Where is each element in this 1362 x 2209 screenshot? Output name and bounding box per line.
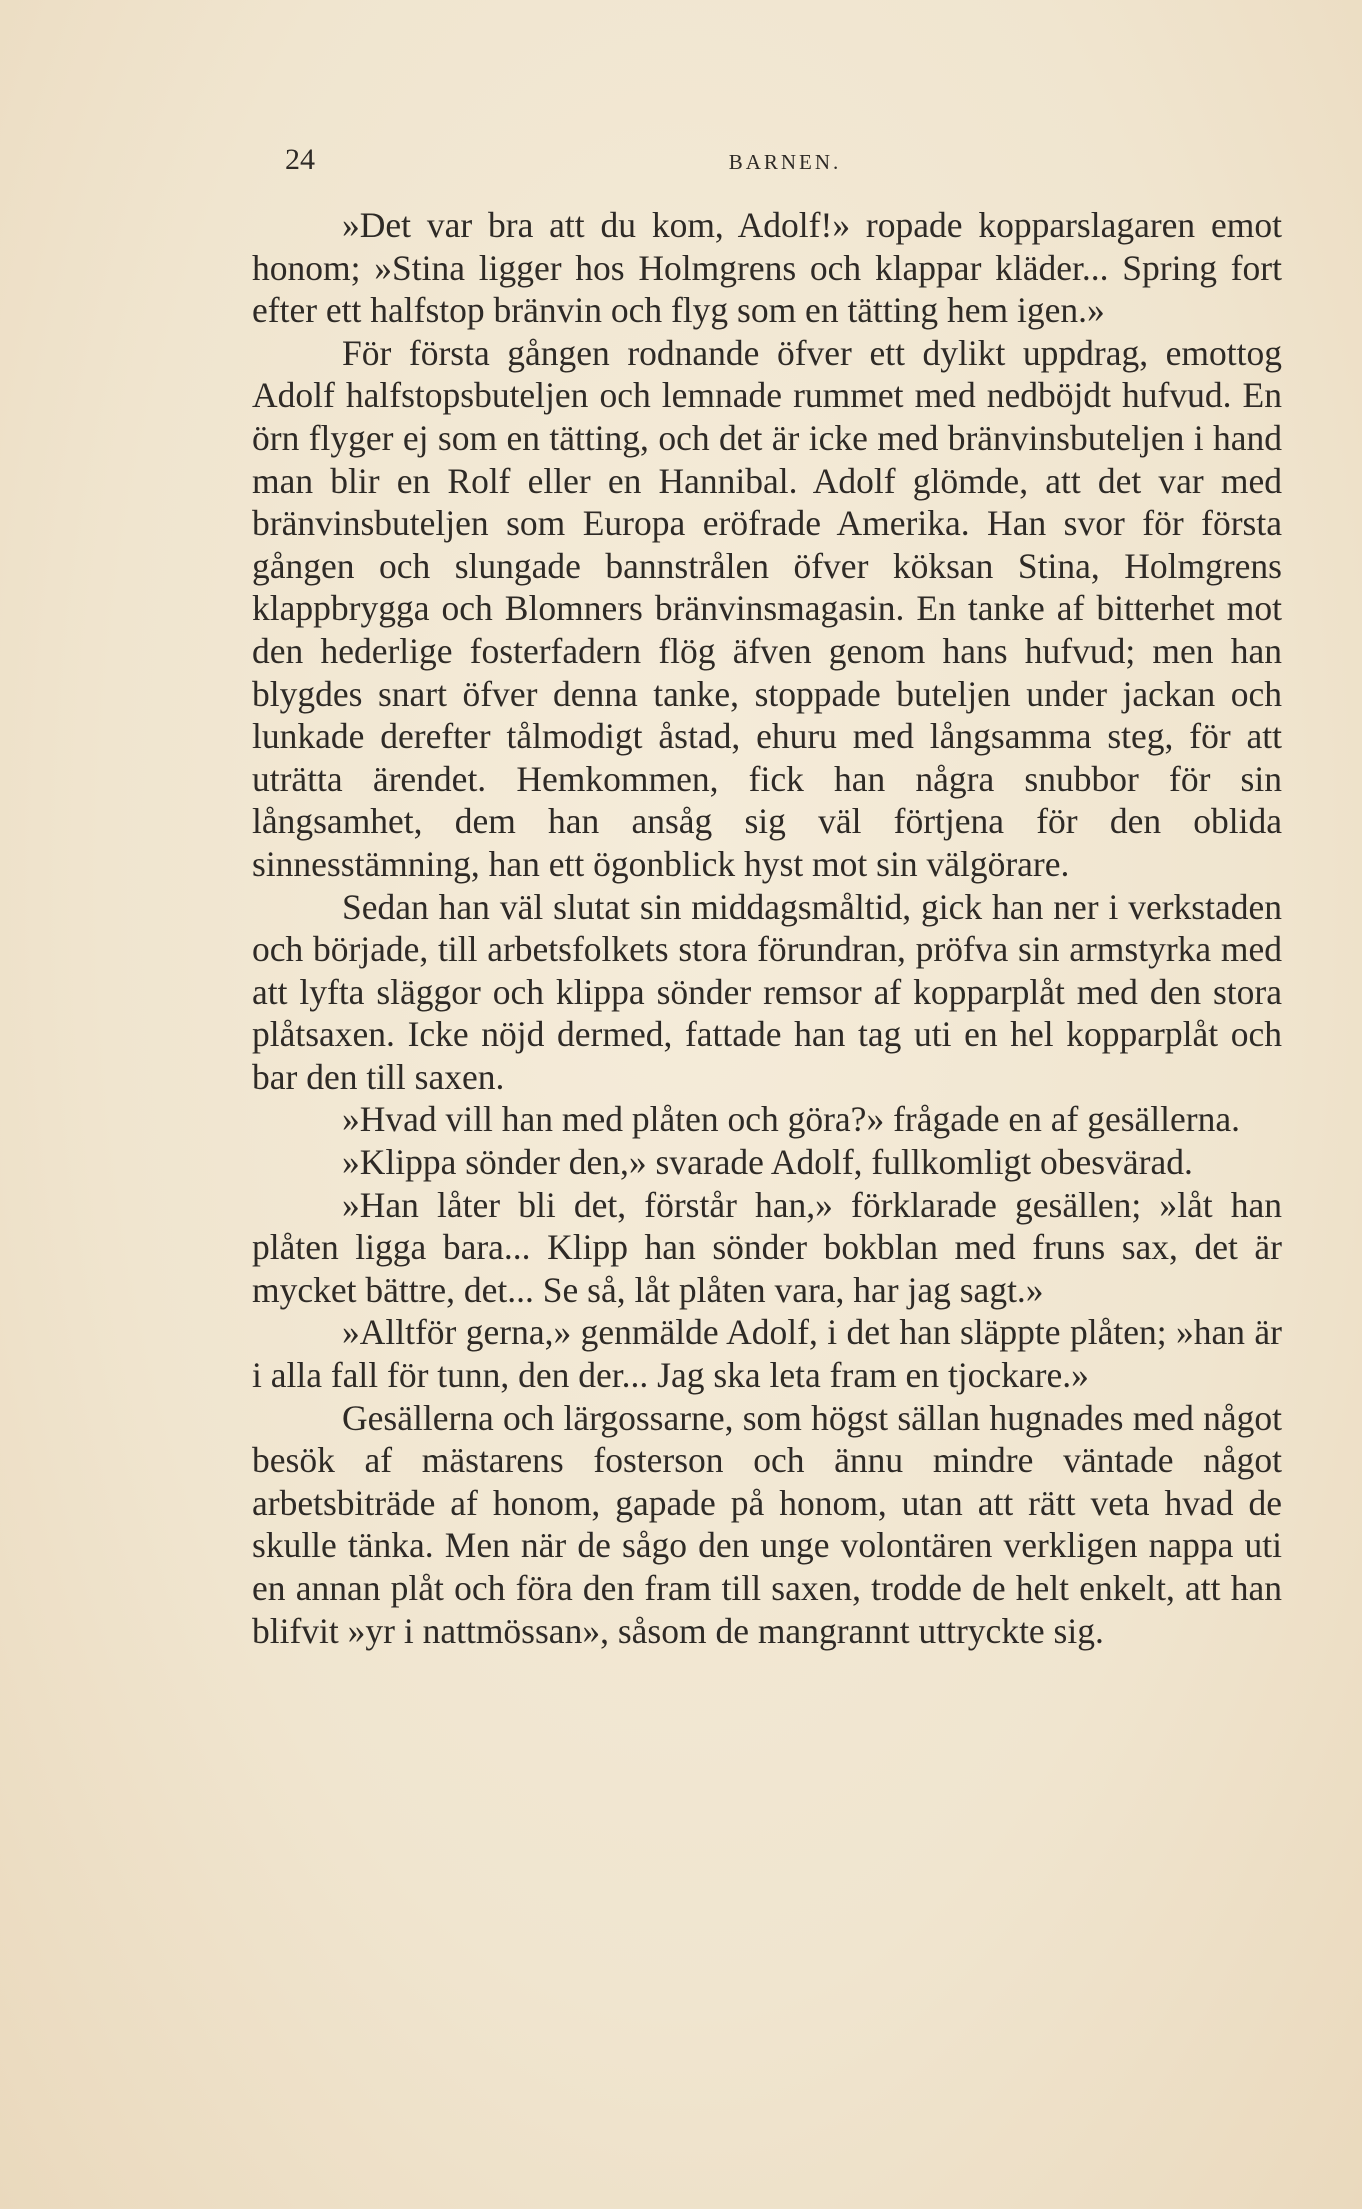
paragraph: Sedan han väl slutat sin middagsmåltid, gick han ner i verkstaden och började, till arbetsfolkets stora förundran, pröfva sin armstyrka med att lyfta släggor och klippa sönder remsor af kopparplåt med den stora plåtsaxen. Icke nöjd dermed, fattade han tag uti en hel kopparplåt och bar den till saxen. [252, 886, 1282, 1097]
paragraph: Gesällerna och lärgossarne, som högst sällan hugnades med något besök af mästarens fosterson och ännu mindre väntade något arbetsbiträde af honom, gapade på honom, utan att rätt veta hvad de skulle tänka. Men när de sågo den unge volontären verkligen nappa uti en annan plåt och föra den fram till saxen, trodde de helt enkelt, att han blifvit »yr i nattmössan», såsom de mangrannt uttryckte sig. [252, 1397, 1282, 1651]
paragraph: »Det var bra att du kom, Adolf!» ropade kopparslagaren emot honom; »Stina ligger hos Holmgrens och klappar kläder... Spring fort efter ett halfstop bränvin och flyg som en tätting hem igen.» [252, 205, 1282, 331]
paragraph: »Han låter bli det, förstår han,» förklarade gesällen; »låt han plåten ligga bara... Klipp han sönder bokblan med fruns sax, det är mycket bättre, det... Se så, låt plåten vara, har jag sagt.» [252, 1184, 1282, 1310]
page-header [285, 140, 1285, 180]
body-text [252, 204, 1282, 1652]
paragraph: »Hvad vill han med plåten och göra?» frågade en af gesällerna. [342, 1099, 1240, 1140]
paragraph: »Klippa sönder den,» svarade Adolf, fullkomligt obesvärad. [342, 1142, 1193, 1183]
paragraph: »Alltför gerna,» genmälde Adolf, i det han släppte plåten; »han är i alla fall för tunn, den der... Jag ska leta fram en tjockare.» [252, 1312, 1282, 1396]
paragraph: För första gången rodnande öfver ett dylikt uppdrag, emottog Adolf halfstopsbuteljen och lemnade rummet med nedböjdt hufvud. En örn flyger ej som en tätting, och det är icke med bränvinsbuteljen i hand man blir en Rolf eller en Hannibal. Adolf glömde, att det var med bränvinsbuteljen som Europa eröfrade Amerika. Han svor för första gången och slungade bannstrålen öfver köksan Stina, Holmgrens klappbrygga och Blomners bränvinsmagasin. En tanke af bitterhet mot den hederlige fosterfadern flög äfven genom hans hufvud; men han blygdes snart öfver denna tanke, stoppade buteljen under jackan och lunkade derefter tålmodigt åstad, ehuru med långsamma steg, för att uträtta ärendet. Hemkommen, fick han några snubbor för sin långsamhet, dem han ansåg sig väl förtjena för den oblida sinnesstämning, han ett ögonblick hyst mot sin välgörare. [252, 332, 1282, 884]
page-number: 24 [285, 143, 315, 176]
running-head: BARNEN. [728, 150, 842, 174]
